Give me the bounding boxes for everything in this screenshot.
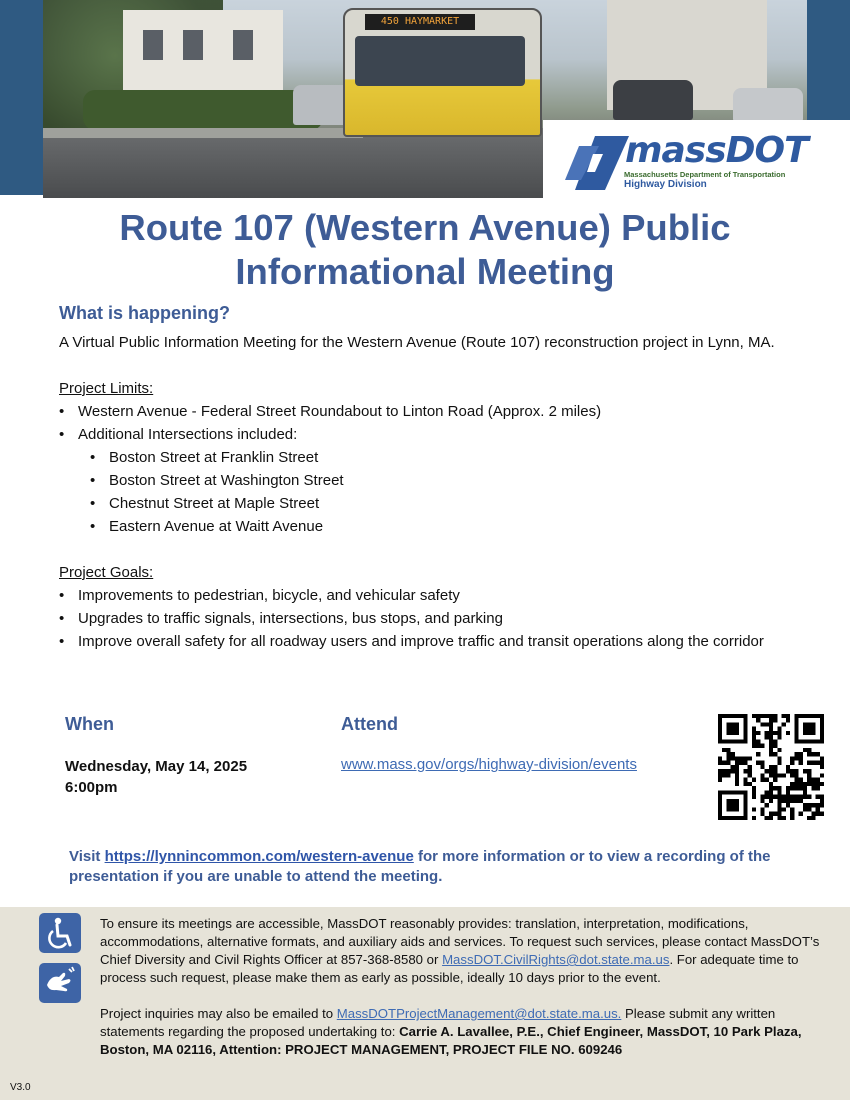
- massdot-road-mark-icon: [565, 136, 629, 190]
- qr-code-icon[interactable]: [718, 714, 824, 820]
- list-item: • Western Avenue - Federal Street Roundabout to Linton Road (Approx. 2 miles): [59, 400, 799, 423]
- photo-car: [613, 80, 693, 120]
- accessibility-text-end: . For adequate time to process such request, please make them as early as possible, ideally 10 days prior to the event.: [100, 952, 799, 985]
- massdot-logo: [543, 120, 850, 198]
- inquiries-text-mid: Please submit any written statements regarding the proposed undertaking to:: [100, 1006, 776, 1039]
- when-datetime: [65, 756, 247, 798]
- footer-text: [100, 915, 830, 1059]
- accessibility-paragraph: [100, 915, 830, 987]
- page-title: Route 107 (Western Avenue) Public Informational Meeting: [119, 207, 731, 292]
- inquiries-paragraph: [100, 1005, 830, 1059]
- limits-list: [59, 400, 799, 538]
- attend-heading: Attend: [341, 714, 398, 734]
- list-item: • Upgrades to traffic signals, intersections, bus stops, and parking: [59, 607, 799, 630]
- list-item: • Chestnut Street at Maple Street: [90, 492, 799, 515]
- visit-suffix: for more information or to view a recording of the presentation if you are unable to attend the meeting.: [69, 848, 771, 885]
- visit-prefix: Visit: [69, 848, 105, 865]
- list-item: [59, 423, 799, 538]
- photo-bus: [343, 8, 542, 137]
- main-content: [59, 300, 799, 653]
- list-item: • Improve overall safety for all roadway users and improve traffic and transit operations along the corridor: [59, 630, 799, 653]
- bus-windshield: [355, 36, 525, 86]
- what-body: A Virtual Public Information Meeting for the Western Avenue (Route 107) reconstruction project in Lynn, MA.: [59, 334, 775, 351]
- goals-heading: Project Goals:: [59, 564, 154, 581]
- sign-language-icon: [39, 963, 81, 1003]
- photo-curb: [43, 128, 363, 138]
- limits-heading: Project Limits:: [59, 380, 154, 397]
- meeting-time: 6:00pm: [65, 779, 118, 796]
- header-side-bar-left: [0, 0, 43, 195]
- when-heading: When: [65, 714, 114, 734]
- project-management-email-link[interactable]: MassDOTProjectManagement@dot.state.ma.us.: [336, 1006, 622, 1021]
- visit-notice: [69, 847, 829, 887]
- civil-rights-email-link[interactable]: MassDOT.CivilRights@dot.state.ma.us: [442, 952, 670, 967]
- accessibility-footer: [0, 907, 850, 1100]
- inquiries-text: Project inquiries may also be emailed to: [100, 1006, 337, 1021]
- version-label: V3.0: [10, 1082, 31, 1093]
- list-item: • Improvements to pedestrian, bicycle, and vehicular safety: [59, 584, 799, 607]
- wheelchair-accessibility-icon: [39, 913, 81, 953]
- header-side-bar-right: [807, 0, 850, 120]
- goals-list: [59, 584, 799, 653]
- list-item-label: Additional Intersections included:: [78, 426, 298, 443]
- accessibility-text: To ensure its meetings are accessible, MassDOT reasonably provides: translation, interpretation, modifications, accommodations, alternative formats, and auxiliary aids and services. To request such services, please contact MassDOT’s Chief Diversity and Civil Rights Officer at 857-368-8580 or: [100, 916, 820, 967]
- visit-link[interactable]: https://lynnincommon.com/western-avenue: [104, 848, 414, 865]
- photo-hedge: [83, 90, 323, 130]
- intersections-list: [78, 446, 799, 538]
- list-item: • Eastern Avenue at Waitt Avenue: [90, 515, 799, 538]
- logo-subtitle: Massachusetts Department of Transportation: [624, 170, 786, 179]
- contact-address: Carrie A. Lavallee, P.E., Chief Engineer, MassDOT, 10 Park Plaza, Boston, MA 02116, Attention: PROJECT MANAGEMENT, PROJECT FILE NO. 609246: [100, 1024, 802, 1057]
- photo-car: [733, 88, 803, 122]
- logo-name: massDOT: [625, 130, 808, 171]
- meeting-date: Wednesday, May 14, 2025: [65, 758, 248, 775]
- what-heading: What is happening?: [59, 303, 230, 323]
- list-item: • Boston Street at Washington Street: [90, 469, 799, 492]
- logo-division: Highway Division: [624, 179, 707, 190]
- list-item: • Boston Street at Franklin Street: [90, 446, 799, 469]
- attend-link[interactable]: www.mass.gov/orgs/highway-division/events: [341, 756, 637, 773]
- bus-destination-sign: 450 HAYMARKET: [365, 14, 475, 30]
